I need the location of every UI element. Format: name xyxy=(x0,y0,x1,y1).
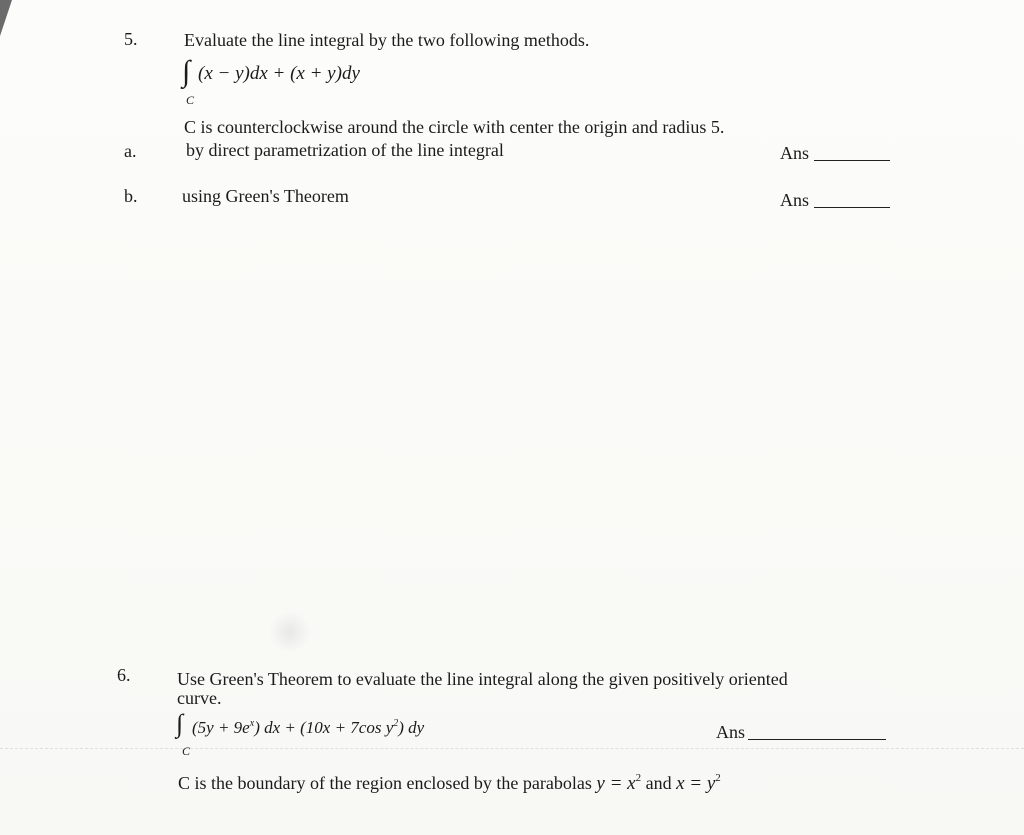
part-a-ans-label: Ans xyxy=(780,143,810,163)
problem-6-integral-sign: ∫ xyxy=(176,709,184,738)
part-a-label: a. xyxy=(124,141,137,161)
part-b-ans-label: Ans xyxy=(780,190,810,210)
problem-6-integral-subscript: C xyxy=(182,744,191,758)
part-a-text: by direct parametrization of the line integral xyxy=(186,140,504,160)
part-b-text: using Green's Theorem xyxy=(182,186,349,206)
problem-6-condition: C is the boundary of the region enclosed by the parabolas $y = x^2$ and $x = y^2$ xyxy=(178,772,721,794)
problem-5-number: 5. xyxy=(124,29,138,49)
scan-artifact-line xyxy=(0,748,1024,749)
problem-6-number: 6. xyxy=(117,665,131,685)
page-corner-fold xyxy=(0,0,12,36)
problem-5-condition: C is counterclockwise around the circle with center the origin and radius 5. xyxy=(184,117,725,137)
problem-6-integrand: $(5y + 9e^x)$ dx + (10x + 7cos $y^2$) dy xyxy=(192,718,425,737)
problem-6-ans-label: Ans xyxy=(716,722,746,742)
problem-5-integrand: (x − y)dx + (x + y)dy xyxy=(198,63,360,84)
problem-6-prompt-line-2: curve. xyxy=(177,688,222,708)
part-a-answer-blank[interactable] xyxy=(814,160,890,161)
problem-5-prompt: Evaluate the line integral by the two following methods. xyxy=(184,30,590,50)
part-b-answer-blank[interactable] xyxy=(814,207,890,208)
paper-speck xyxy=(268,612,312,652)
problem-5-integral-sign: ∫ xyxy=(182,55,191,88)
problem-6-prompt-line-1: Use Green's Theorem to evaluate the line integral along the given positively oriented xyxy=(177,669,788,689)
problem-6-answer-blank[interactable] xyxy=(748,739,886,740)
problem-5-integral-subscript: C xyxy=(186,93,195,107)
part-b-label: b. xyxy=(124,186,138,206)
